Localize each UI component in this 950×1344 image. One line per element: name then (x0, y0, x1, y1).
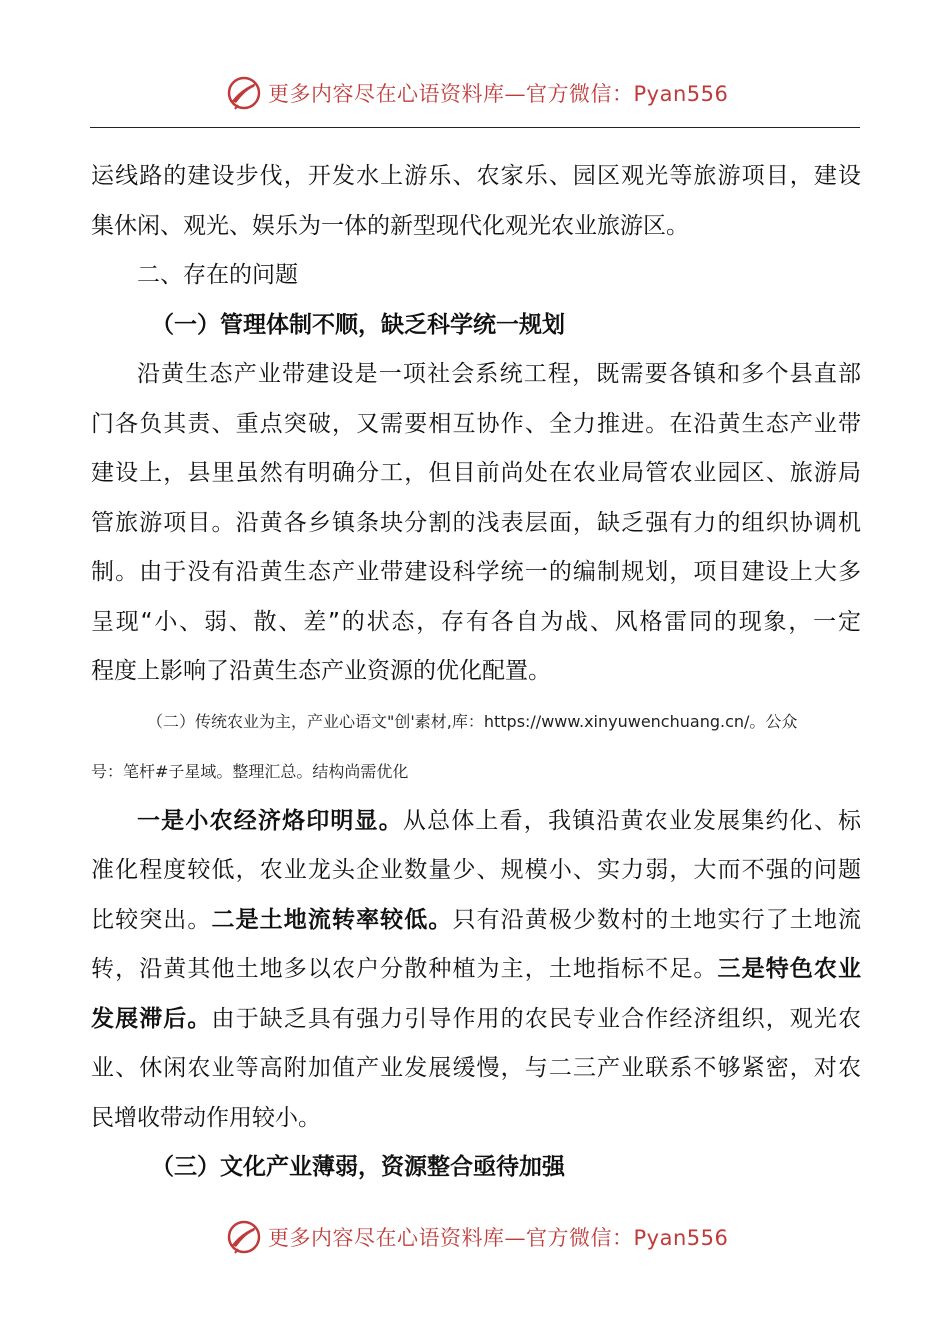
header-divider (90, 127, 860, 128)
subsection-line-watermarked: （二）传统农业为主，产业心语文"创'素材,库：https://www.xinyuwenchuang.cn/。公众 (147, 711, 798, 731)
pen-logo-icon (226, 1219, 262, 1255)
banner-separator: — (504, 1226, 526, 1250)
body-line: 沿黄生态产业带建设是一项社会系统工程，既需要各镇和多个县直部 (137, 361, 861, 387)
body-line: 集休闲、观光、娱乐为一体的新型现代化观光农业旅游区。 (91, 212, 689, 239)
banner-wechat-id: Pyan556 (633, 82, 729, 106)
subsection-line-watermarked: 号：笔杆#子星域。整理汇总。结构尚需优化 (91, 761, 409, 781)
subsection-title: （一）管理体制不顺，缺乏科学统一规划 (151, 311, 565, 338)
body-line: 呈现“小、弱、散、差”的状态，存有各自为战、风格雷同的现象，一定 (91, 608, 861, 635)
text-run: 转，沿黄其他土地多以农户分散种植为主，土地指标不足。 (91, 956, 718, 982)
body-line: 门各负其责、重点突破，又需要相互协作、全力推进。在沿黄生态产业带 (91, 410, 861, 437)
text-run: 只有沿黄极少数村的土地实行了土地流 (452, 906, 862, 933)
bold-lead: 发展滞后。 (91, 1005, 212, 1032)
body-line: 业、休闲农业等高附加值产业发展缓慢，与二三产业联系不够紧密，对农 (91, 1055, 861, 1081)
body-line (91, 995, 861, 1045)
text-run: 从总体上看，我镇沿黄农业发展集约化、标 (402, 807, 862, 834)
bold-lead: 一是小农经济烙印明显。 (137, 807, 403, 834)
section-title: 二、存在的问题 (137, 262, 298, 288)
text-run: 由于缺乏具有强力引导作用的农民专业合作经济组织，观光农 (211, 1005, 862, 1032)
body-line: 民增收带动作用较小。 (91, 1104, 321, 1131)
pen-logo-icon (226, 75, 262, 111)
body-line: 建设上，县里虽然有明确分工，但目前尚处在农业局管农业园区、旅游局 (91, 460, 861, 486)
banner-text: 更多内容尽在心语资料库 (268, 1226, 505, 1250)
subsection-title: （三）文化产业薄弱，资源整合亟待加强 (151, 1154, 565, 1180)
banner-wechat-id: Pyan556 (633, 1226, 729, 1250)
body-line: 运线路的建设步伐，开发水上游乐、农家乐、园区观光等旅游项目，建设 (91, 163, 861, 189)
banner-text: 更多内容尽在心语资料库 (268, 82, 505, 106)
body-line (91, 896, 861, 946)
document-body (91, 152, 861, 1193)
banner-wechat-label: 官方微信： (526, 1226, 634, 1250)
bold-lead: 三是特色农业 (717, 956, 862, 982)
body-line: 管旅游项目。沿黄各乡镇条块分割的浅表层面，缺乏强有力的组织协调机 (91, 509, 861, 536)
bold-lead: 二是土地流转率较低。 (211, 906, 453, 933)
header-banner (0, 68, 950, 118)
body-line: 准化程度较低，农业龙头企业数量少、规模小、实力弱，大而不强的问题 (91, 857, 861, 883)
body-line: 程度上影响了沿黄生态产业资源的优化配置。 (91, 658, 551, 684)
body-line (91, 797, 861, 847)
banner-wechat-label: 官方微信： (526, 82, 634, 106)
footer-banner (0, 1212, 950, 1262)
body-line (91, 945, 861, 995)
body-line: 制。由于没有沿黄生态产业带建设科学统一的编制规划，项目建设上大多 (91, 559, 861, 585)
text-run: 比较突出。 (91, 906, 212, 933)
banner-separator: — (504, 82, 526, 106)
